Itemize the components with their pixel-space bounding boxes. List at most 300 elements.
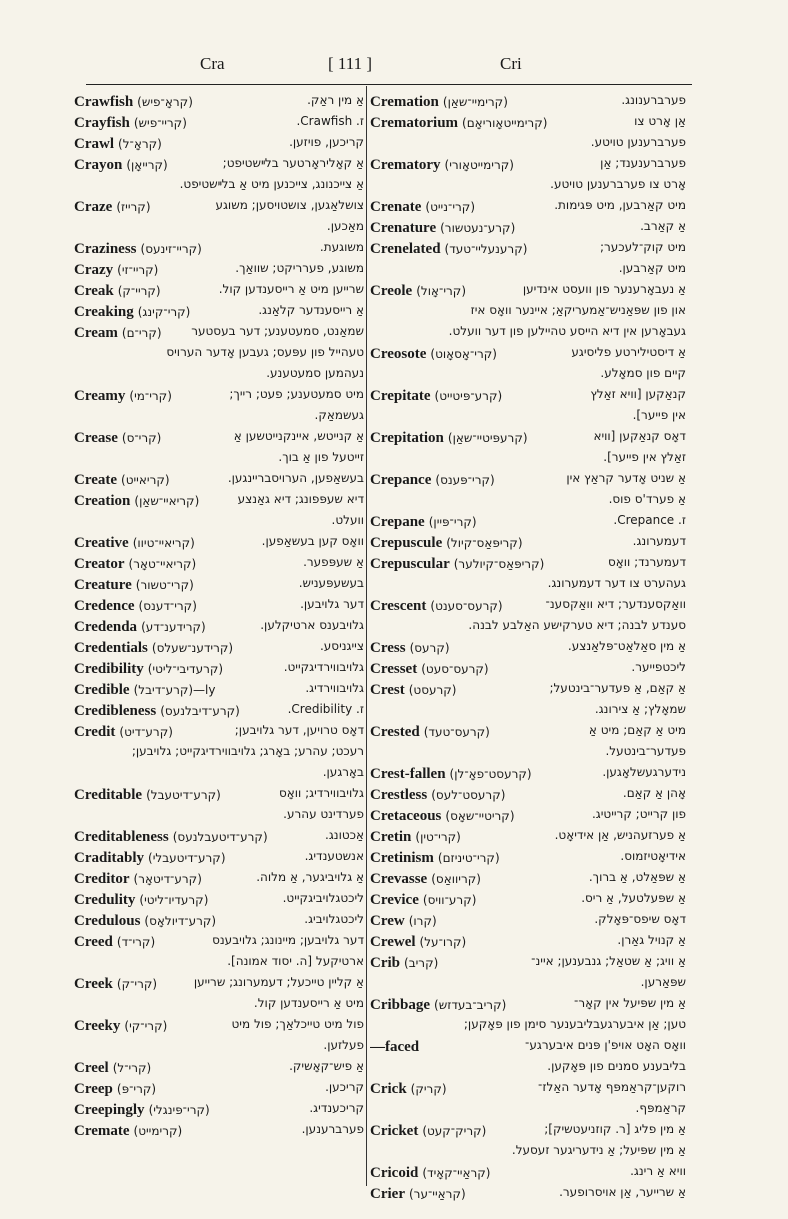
entry-pronunciation: (קרעדיבי־ליטי) (147, 662, 224, 676)
entry-gloss: משוגעת. (319, 240, 364, 254)
entry-pronunciation: (קריאייט) (121, 473, 170, 487)
dictionary-entry (370, 888, 688, 909)
dictionary-entry (74, 237, 366, 258)
entry-continuation (370, 489, 688, 510)
dictionary-entry (74, 678, 366, 699)
entry-gloss: סענדע לבנה; דיא טערקישע האַלבע לבנה. (468, 618, 686, 632)
dictionary-entry (370, 1119, 688, 1140)
entry-gloss: אַכטונג. (325, 828, 364, 842)
dictionary-entry (370, 90, 688, 111)
entry-headword: Crayfish (74, 115, 130, 131)
entry-continuation (370, 1056, 688, 1077)
entry-headword: Creel (74, 1060, 109, 1076)
entry-pronunciation: (קרי־פּיין) (428, 515, 477, 529)
entry-continuation (74, 447, 366, 468)
entry-pronunciation: (קרעסט) (408, 683, 457, 697)
entry-gloss: אַ שפּעלטעל, אַ ריס. (581, 891, 686, 905)
entry-gloss: געבאָרען אין דיא הייסע טהיילען פון דער וועלט. (448, 324, 686, 338)
entry-pronunciation: (קרי־קינג) (137, 305, 191, 319)
entry-pronunciation: (קרי־מי) (129, 389, 172, 403)
entry-continuation (370, 615, 688, 636)
entry-gloss: אנשטענדיג. (304, 849, 364, 863)
dictionary-entry (74, 195, 366, 216)
entry-pronunciation: (קרענעליי־טעד) (444, 242, 528, 256)
column-divider (366, 86, 367, 1186)
dictionary-entry (74, 573, 366, 594)
header-last-word: Cri (500, 54, 522, 73)
dictionary-entry (370, 111, 688, 132)
dictionary-entry (74, 867, 366, 888)
entry-continuation (370, 741, 688, 762)
entry-gloss: דעמערנד; וואָס (607, 555, 686, 569)
entry-pronunciation: (קרי־קי) (124, 1019, 168, 1033)
entry-pronunciation: (קרעס־טעד) (423, 725, 490, 739)
entry-headword: Crewel (370, 934, 416, 950)
entry-headword: Crayon (74, 157, 123, 173)
dictionary-entry (74, 699, 366, 720)
dictionary-entry (370, 867, 688, 888)
entry-gloss: מיט אַ קאַם; מיט אַ (588, 723, 686, 737)
entry-pronunciation: (קריפּאַס־קיול) (446, 536, 523, 550)
entry-gloss: אָהן אַ קאַם. (622, 786, 686, 800)
entry-gloss: פון קרייט; קרייטיג. (591, 807, 686, 821)
entry-headword: Credentials (74, 640, 148, 656)
entry-pronunciation: (קריוואַס) (431, 872, 481, 886)
dictionary-entry (74, 279, 366, 300)
entry-pronunciation: (קרי־טין) (415, 830, 461, 844)
entry-pronunciation: (קרידענ־דע) (141, 620, 206, 634)
entry-headword: Crevasse (370, 871, 428, 887)
entry-gloss: אַ מין סאַלאַט־פּלאַנצע. (567, 639, 686, 653)
dictionary-entry (370, 384, 688, 405)
dictionary-entry (370, 762, 688, 783)
entry-pronunciation: (קריק) (410, 1082, 447, 1096)
entry-headword: Credibleness (74, 703, 157, 719)
dictionary-entry (370, 153, 688, 174)
entry-continuation (370, 321, 688, 342)
dictionary-entry (370, 783, 688, 804)
entry-continuation (74, 405, 366, 426)
entry-gloss: פעלזען. (323, 1038, 364, 1052)
entry-pronunciation: (קרע־דיבלנעס) (160, 704, 240, 718)
entry-continuation (74, 762, 366, 783)
entry-gloss: אַ שעפּפער. (303, 555, 364, 569)
entry-pronunciation: (קראַיי־ער) (408, 1187, 466, 1201)
entry-pronunciation: (קרימייטאָורי) (444, 158, 514, 172)
dictionary-entry (74, 468, 366, 489)
entry-headword: Creditable (74, 787, 143, 803)
entry-headword: Cress (370, 640, 406, 656)
entry-pronunciation: (קרי־טשור) (135, 578, 194, 592)
dictionary-entry (370, 825, 688, 846)
entry-gloss: דער גלויבען; מיינונג; גלויבענס (212, 933, 364, 947)
entry-gloss: רוקען־קראַמפּף אָדער האַלז־ (538, 1080, 686, 1094)
entry-headword: Creek (74, 976, 113, 992)
entry-gloss: דאָס קנאַקען [וויא (593, 429, 686, 443)
entry-pronunciation: (קרי־נייט) (425, 200, 476, 214)
entry-pronunciation: (קרע־דיטעבל) (146, 788, 221, 802)
entry-continuation (74, 1035, 366, 1056)
entry-gloss: ז. Crepance. (613, 513, 686, 527)
entry-gloss: דער גלויבען. (300, 597, 364, 611)
dictionary-entry (370, 951, 688, 972)
entry-gloss: מיט קאַרבען, מיט פּגימות. (554, 198, 686, 212)
entry-gloss: קיים פון סמאָלע. (600, 366, 686, 380)
dictionary-entry (370, 657, 688, 678)
dictionary-entry (74, 1056, 366, 1077)
entry-continuation (74, 804, 366, 825)
entry-headword: Cribbage (370, 997, 430, 1013)
dictionary-entry (74, 930, 366, 951)
dictionary-entry (74, 720, 366, 741)
dictionary-entry (370, 993, 688, 1014)
entry-gloss: צייגניסע. (319, 639, 364, 653)
entry-headword: Credit (74, 724, 116, 740)
entry-gloss: אַ מין ראַק. (307, 93, 364, 107)
entry-gloss: שמאַנט, סמעטענע; דער בעסטער (191, 324, 364, 338)
entry-gloss: משוגע, פערריקט; שוואַך. (235, 261, 364, 275)
entry-headword: Crematorium (370, 115, 459, 131)
entry-continuation (370, 132, 688, 153)
entry-gloss: אַ פערזעהניש, אַן אידיאָט. (554, 828, 686, 842)
entry-gloss: וואַקסענדער; דיא וואַקסענ־ (545, 597, 686, 611)
page-header (70, 54, 718, 80)
header-rule (86, 84, 692, 85)
entry-gloss: אַ קאַרב. (640, 219, 686, 233)
entry-pronunciation: (קרי־אָול) (416, 284, 466, 298)
entry-gloss: פערברענונג. (621, 93, 686, 107)
entry-pronunciation: (קריאיי־שאַן) (134, 494, 200, 508)
entry-headword: Creative (74, 535, 129, 551)
entry-pronunciation: (קראָ־ל) (118, 137, 162, 151)
entry-continuation (74, 993, 366, 1014)
dictionary-entry (370, 1182, 688, 1203)
entry-pronunciation: (קרע־דיטעבלנעס) (172, 830, 268, 844)
entry-headword: Creation (74, 493, 131, 509)
entry-pronunciation: (קרי־פּענס) (435, 473, 495, 487)
entry-continuation (370, 1098, 688, 1119)
dictionary-entry (74, 783, 366, 804)
dictionary-entry (74, 888, 366, 909)
entry-gloss: אַ מין שפּיעל אין קאָר־ (573, 996, 686, 1010)
entry-gloss: ליכטגלויביג. (304, 912, 364, 926)
entry-gloss: קריכענדיג. (309, 1101, 364, 1115)
entry-gloss: רעכט; עהרע; באָרג; גלויבווירדיגקייט; גלויבען; (131, 744, 364, 758)
entry-continuation (370, 300, 688, 321)
entry-headword: Creed (74, 934, 113, 950)
entry-headword: Crier (370, 1186, 405, 1202)
entry-continuation (74, 951, 366, 972)
entry-gloss: דאָס שיפס־פּאָלק. (594, 912, 686, 926)
entry-gloss: אַ קנויל גאַרן. (617, 933, 686, 947)
entry-headword: —faced (370, 1039, 420, 1055)
dictionary-entry (74, 825, 366, 846)
entry-headword: Crick (370, 1081, 407, 1097)
dictionary-entry (370, 909, 688, 930)
entry-gloss: אַ נעבאָרענער פון וועסט אינדיען (522, 282, 686, 296)
entry-gloss: וואָס קען בעשאַפען. (261, 534, 364, 548)
entry-gloss: אַ קאַם, אַ פעדער־בינטעל; (549, 681, 686, 695)
entry-gloss: טעהייל פון עפּעס; געבען אָדער הערויס (166, 345, 364, 359)
entry-gloss: אַ רייסענדער קלאַנג. (258, 303, 364, 317)
dictionary-entry (370, 1161, 688, 1182)
entry-gloss: אין פייער]. (632, 408, 686, 422)
entry-gloss: פערברענען. (301, 1122, 364, 1136)
entry-headword: Crestless (370, 787, 428, 803)
entry-continuation (74, 342, 366, 363)
entry-gloss: אַ קאָליראָרטער בלײשטיפט; (222, 156, 364, 170)
entry-gloss: ליכטפייער. (631, 660, 686, 674)
entry-continuation (370, 1140, 688, 1161)
entry-pronunciation: (קרימייטאָוריאָם) (462, 116, 548, 130)
entry-gloss: בעשעפּעניש. (298, 576, 364, 590)
entry-gloss: מאַכען. (326, 219, 364, 233)
entry-gloss: גלויבענס ארטיקלען. (260, 618, 364, 632)
dictionary-entry (74, 657, 366, 678)
entry-pronunciation: (קריאיי־טאָר) (128, 557, 197, 571)
entry-gloss: שרייען מיט אַ רייסענדען קול. (218, 282, 364, 296)
entry-gloss: קנאַקען [וויא זאַלץ (590, 387, 686, 401)
entry-continuation (370, 174, 688, 195)
entry-continuation (74, 510, 366, 531)
entry-gloss: מיט אַ רייסענדען קול. (253, 996, 364, 1010)
dictionary-entry (370, 846, 688, 867)
entry-headword: Creeky (74, 1018, 121, 1034)
entry-headword: Crevice (370, 892, 419, 908)
dictionary-entry (74, 489, 366, 510)
page-number: [ 111 ] (328, 54, 373, 73)
dictionary-entry (74, 258, 366, 279)
entry-headword: Crib (370, 955, 400, 971)
entry-gloss: בליבענע סמנים פון פּאָקען. (547, 1059, 686, 1073)
entry-pronunciation: (קרעס) (409, 641, 450, 655)
entry-gloss: געשמאַק. (314, 408, 364, 422)
entry-gloss: גלויבווירדיג. (305, 681, 364, 695)
dictionary-entry (74, 384, 366, 405)
dictionary-entry (370, 636, 688, 657)
entry-headword: Credibility (74, 661, 144, 677)
entry-headword: Creature (74, 577, 132, 593)
left-column (74, 90, 366, 1140)
entry-headword: Credulous (74, 913, 141, 929)
entry-pronunciation: (קריב) (404, 956, 439, 970)
entry-gloss: באָרגען. (322, 765, 364, 779)
entry-headword: Creditableness (74, 829, 169, 845)
entry-pronunciation: (קרעפּיטיי־שאַן) (447, 431, 528, 445)
dictionary-entry (74, 1077, 366, 1098)
entry-headword: Crenate (370, 199, 422, 215)
entry-headword: Credible (74, 682, 130, 698)
entry-headword: Craditably (74, 850, 145, 866)
entry-continuation (370, 363, 688, 384)
dictionary-entry (370, 531, 688, 552)
entry-gloss: אַ מין פליג [ר. קוזניעטשיק]; (544, 1122, 686, 1136)
dictionary-entry (74, 909, 366, 930)
entry-pronunciation: (קרי־ס) (121, 431, 162, 445)
entry-pronunciation: (קרע־דיט) (119, 725, 173, 739)
entry-headword: Craziness (74, 241, 137, 257)
entry-pronunciation: (קריפּאַס־קיולער) (453, 557, 545, 571)
entry-headword: Crepance (370, 472, 432, 488)
entry-gloss: אידיאָטיזמוס. (620, 849, 686, 863)
entry-gloss: דאָס טרויען, דער גלויבען; (234, 723, 364, 737)
entry-headword: Cremate (74, 1123, 130, 1139)
entry-gloss: גלויבווירדיגקייט. (283, 660, 364, 674)
entry-gloss: ליכטגלויביגקייט. (282, 891, 364, 905)
entry-headword: Credenda (74, 619, 138, 635)
entry-headword: Craze (74, 199, 113, 215)
entry-continuation (370, 447, 688, 468)
entry-gloss: אַ קליין טייכעל; דעמערונג; שרייען (193, 975, 364, 989)
entry-gloss: אַ מין שפּיעל; אַ נידעריגער זעסעל. (511, 1143, 686, 1157)
entry-gloss: וועלט. (331, 513, 364, 527)
entry-pronunciation: (קרימיי־שאַן) (442, 95, 508, 109)
entry-pronunciation: (קריי־זי) (117, 263, 159, 277)
dictionary-entry (74, 636, 366, 657)
entry-pronunciation: (קרי־ל) (112, 1061, 152, 1075)
entry-pronunciation: (קרע־דיטעבלי) (148, 851, 226, 865)
dictionary-entry (370, 468, 688, 489)
entry-gloss: מיט קוק־לעכער; (599, 240, 686, 254)
entry-pronunciation: (קרי־אָסאָוט) (430, 347, 497, 361)
dictionary-entry (74, 90, 366, 111)
entry-gloss: קראַמפּף. (635, 1101, 686, 1115)
entry-headword: Credence (74, 598, 135, 614)
dictionary-entry (370, 279, 688, 300)
dictionary-entry (370, 552, 688, 573)
entry-pronunciation: (קרימייט) (133, 1124, 183, 1138)
entry-continuation (370, 573, 688, 594)
entry-headword: Cretinism (370, 850, 434, 866)
entry-gloss: אַ שרייער, אַן אויסרופער. (559, 1185, 686, 1199)
entry-continuation (370, 1014, 688, 1035)
entry-gloss: נידערגעשלאָגען. (602, 765, 686, 779)
entry-gloss: ז. Credibility. (287, 702, 364, 716)
dictionary-entry (370, 804, 688, 825)
entry-headword: Crawfish (74, 94, 134, 110)
entry-headword: Crepane (370, 514, 425, 530)
entry-pronunciation: (קראַיי־קאָיד) (422, 1166, 491, 1180)
dictionary-entry (74, 153, 366, 174)
dictionary-entry (370, 1077, 688, 1098)
dictionary-entry (370, 594, 688, 615)
entry-headword: Crematory (370, 157, 441, 173)
entry-gloss: פערדינט עהרע. (283, 807, 364, 821)
dictionary-entry (74, 426, 366, 447)
entry-headword: Creep (74, 1081, 113, 1097)
entry-pronunciation: (קרי־פּ) (116, 1082, 157, 1096)
entry-pronunciation: (קרו־על) (419, 935, 467, 949)
entry-pronunciation: (קרעסט־לעס) (431, 788, 506, 802)
entry-pronunciation: (קריי־ק) (117, 284, 161, 298)
entry-gloss: אַ דיסטילירטע פליסיגע (571, 345, 686, 359)
dictionary-entry (74, 1014, 366, 1035)
entry-pronunciation: (קריק־קעט) (422, 1124, 487, 1138)
dictionary-entry (370, 930, 688, 951)
dictionary-entry (370, 216, 688, 237)
entry-gloss: וויא אַ רינג. (630, 1164, 686, 1178)
entry-gloss: אַ קנייטש, איינקנייטשען אַ (233, 429, 364, 443)
dictionary-entry (74, 531, 366, 552)
dictionary-entry (370, 237, 688, 258)
entry-pronunciation: (קרע־דיבל)—ly (133, 683, 216, 697)
entry-gloss: מיט סמעטענע; פעט; רייך; (229, 387, 364, 401)
entry-gloss: דעמערונג. (632, 534, 686, 548)
dictionary-entry (74, 615, 366, 636)
entry-headword: Credulity (74, 892, 136, 908)
entry-gloss: אַן אָרט צו (634, 114, 686, 128)
entry-pronunciation: (קריי־זינעס) (140, 242, 202, 256)
entry-pronunciation: (קרייאָן) (126, 158, 168, 172)
entry-headword: Crest (370, 682, 405, 698)
entry-pronunciation: (קרידענ־שעלס) (151, 641, 234, 655)
entry-gloss: שמאָלץ; אַ צירונג. (594, 702, 686, 716)
entry-pronunciation: (קראָ־פיש) (137, 95, 193, 109)
entry-gloss: וואָס האָט אויפ'ן פּנים איבערגע־ (525, 1038, 686, 1052)
entry-headword: Crested (370, 724, 420, 740)
entry-gloss: אָרט צו פערברענען טויטע. (550, 177, 686, 191)
entry-headword: Cretaceous (370, 808, 442, 824)
dictionary-entry (74, 132, 366, 153)
dictionary-entry (370, 342, 688, 363)
entry-continuation (74, 174, 366, 195)
entry-gloss: דיא שעפּפונג; דיא גאַנצע (237, 492, 364, 506)
entry-gloss: פעדער־בינטעל. (605, 744, 686, 758)
entry-headword: Crenature (370, 220, 437, 236)
entry-continuation (74, 363, 366, 384)
entry-gloss: צושלאַגען, צושטויסען; משוגע (215, 198, 364, 212)
entry-gloss: טען; אַן איבערגעבליבענער סימן פון פּאָקען; (463, 1017, 686, 1031)
entry-headword: Crease (74, 430, 118, 446)
entry-pronunciation: (קרע־דיטאָר) (133, 872, 202, 886)
entry-gloss: קריכען. (325, 1080, 364, 1094)
entry-pronunciation: (קרי־פּינגלי) (148, 1103, 210, 1117)
entry-gloss: בעשאַפען, הערויסבריינגען. (227, 471, 364, 485)
dictionary-entry (74, 1098, 366, 1119)
dictionary-entry (74, 594, 366, 615)
header-first-word: Cra (200, 54, 225, 73)
entry-headword: Creditor (74, 871, 130, 887)
entry-headword: Creepingly (74, 1102, 145, 1118)
entry-gloss: געהערט צו דער דעמערונג. (547, 576, 686, 590)
dictionary-entry (370, 678, 688, 699)
entry-continuation (370, 699, 688, 720)
entry-gloss: גלויבווירדיג; וואָס (278, 786, 364, 800)
entry-headword: Crawl (74, 136, 114, 152)
entry-continuation (74, 741, 366, 762)
entry-gloss: אַ פערד'ס פוס. (608, 492, 686, 506)
entry-pronunciation: (קריטיי־שאָס) (445, 809, 515, 823)
entry-pronunciation: (קרו) (408, 914, 437, 928)
entry-pronunciation: (קרי־ד) (116, 935, 156, 949)
entry-continuation (370, 405, 688, 426)
entry-gloss: אַ שניט אָדער קראַץ אין (566, 471, 686, 485)
entry-gloss: שפּאַרען. (640, 975, 686, 989)
entry-pronunciation: (קריאיי־טיוו) (132, 536, 195, 550)
dictionary-entry (74, 1119, 366, 1140)
dictionary-entry (74, 846, 366, 867)
entry-pronunciation: (קרי־דענס) (138, 599, 197, 613)
dictionary-entry (370, 426, 688, 447)
entry-headword: Crest-fallen (370, 766, 446, 782)
entry-headword: Crepuscular (370, 556, 450, 572)
dictionary-entry (74, 321, 366, 342)
entry-gloss: פערברענען טויטע. (590, 135, 686, 149)
entry-headword: Creaking (74, 304, 134, 320)
entry-headword: Crepuscule (370, 535, 443, 551)
entry-gloss: און פון שפּאַניש־אַמעריקאַ; איינער וואָס איז (470, 303, 686, 317)
entry-pronunciation: (קרייז) (116, 200, 151, 214)
